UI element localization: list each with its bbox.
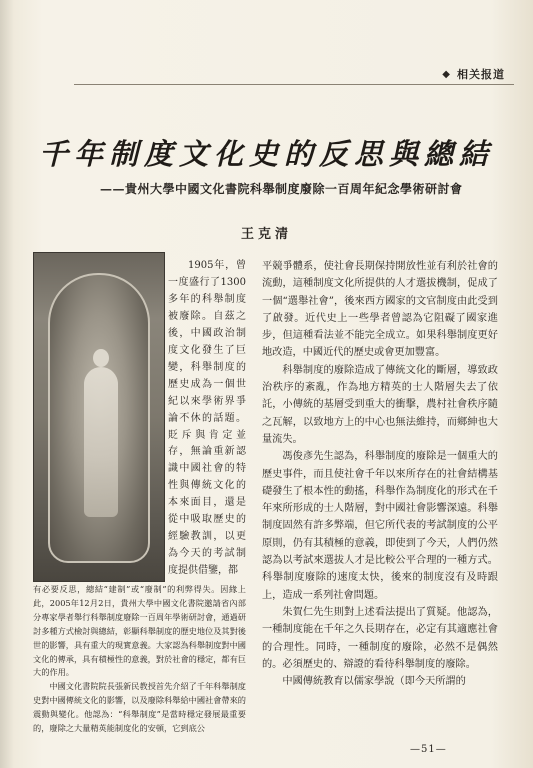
page-number: —51— [410,744,447,755]
section-tag-label: 相关报道 [457,68,505,81]
right-column [262,258,498,690]
paragraph: 有必要反思，總結“建制”或“廢制”的利弊得失。因緣上此，2005年12月2日，貴州大學中國文化書院邀請省內部分專家學者舉行科舉制度廢除一百周年學術研討會，通過研討多種方式檢討與總結，彰顯科舉制度的歷史地位及其對後世的影響，具有重大的現實意義。大家認為科舉制度對中國文化的傳承，具有積極性的意義，對於社會的穩定，都有巨大的作用。 [33,584,246,678]
figure-body [84,367,118,517]
article-subtitle: ——貴州大學中國文化書院科舉制度廢除一百周年紀念學術研討會 [100,182,463,196]
paragraph: 中國文化書院院長張新民教授首先介紹了千年科舉制度史對中國傳統文化的影響，以及廢除科舉給中國社會帶來的震動與變化。他認為：“科舉制度”是當時穩定發展最重要的，廢除之大量精英能制度化的安頓，它到底公 [33,681,246,734]
section-tag [442,66,505,82]
paragraph: 馮俊彥先生認為，科舉制度的廢除是一個重大的歷史事件，而且使社會千年以來所存在的社會結構基礎發生了根本性的動搖，科舉作為制度化的形式在千年來所形成的士人階層，對中國社會影響深遠。科舉制度固然有許多弊端，但它所代表的考試制度的公平原則，仍有其積極的意義，即使到了今天，人們仍然認為以考試來選拔人才是比較公平合理的一種方式。科舉制度廢除的速度太快，後來的制度沒有及時跟上，造成一系列社會問題。 [262,451,498,601]
figure-head [93,349,109,367]
diamond-icon: ◆ [442,68,451,80]
article-author: 王克清 [240,227,292,242]
left-column-bottom [33,583,246,736]
paragraph: 1905年，曾一度盛行了1300多年的科舉制度被廢除。自茲之後，中國政治制度文化發生了巨變，科舉制度的歷史成為一個世紀以來學術界爭論不休的話題。貶斥與肯定並存，無論重新認識中國社會的特性與傳統文化的本來面目，還是從中吸取歷史的經驗教訓，以更為今天的考試制度提供借鑒，都 [168,260,246,577]
stele-photo [33,252,165,582]
stele-carving [48,273,150,563]
paragraph: 科舉制度的廢除造成了傳統文化的斷層，導致政治秩序的紊亂，作為地方精英的士人階層失去了依託，小傳統的基層受到重大的衝擊，農村社會秩序隨之瓦解，以致地方上的中心也無法維持，而鄉紳也大量流失。 [262,364,498,445]
paragraph: 中國傳統教育以儒家學說（即今天所謂的 [282,676,466,688]
paragraph: 平競爭體系，使社會長期保持開放性並有利於社會的流動，這種制度文化所提供的人才選拔機制，促成了一個“選舉社會”，後來西方國家的文官制度由此受到了啟發。近代史上一些學者曾認為它阻礙了國家進步，但這種看法並不能完全成立。如果科舉制度更好地改造，中國近代的歷史或會更加豐富。 [262,261,498,359]
binding-shadow [0,0,14,768]
paragraph: 朱賀仁先生則對上述看法提出了質疑。他認為，一種制度能在千年之久長期存在，必定有其適應社會的合理性。同時，一種制度的廢除，必然不是偶然的。必須歷史的、辯證的看待科舉制度的廢除。 [262,606,498,670]
left-column-top [168,258,246,580]
header-rule [74,84,514,85]
article-title: 千年制度文化史的反思與總結 [38,137,494,171]
